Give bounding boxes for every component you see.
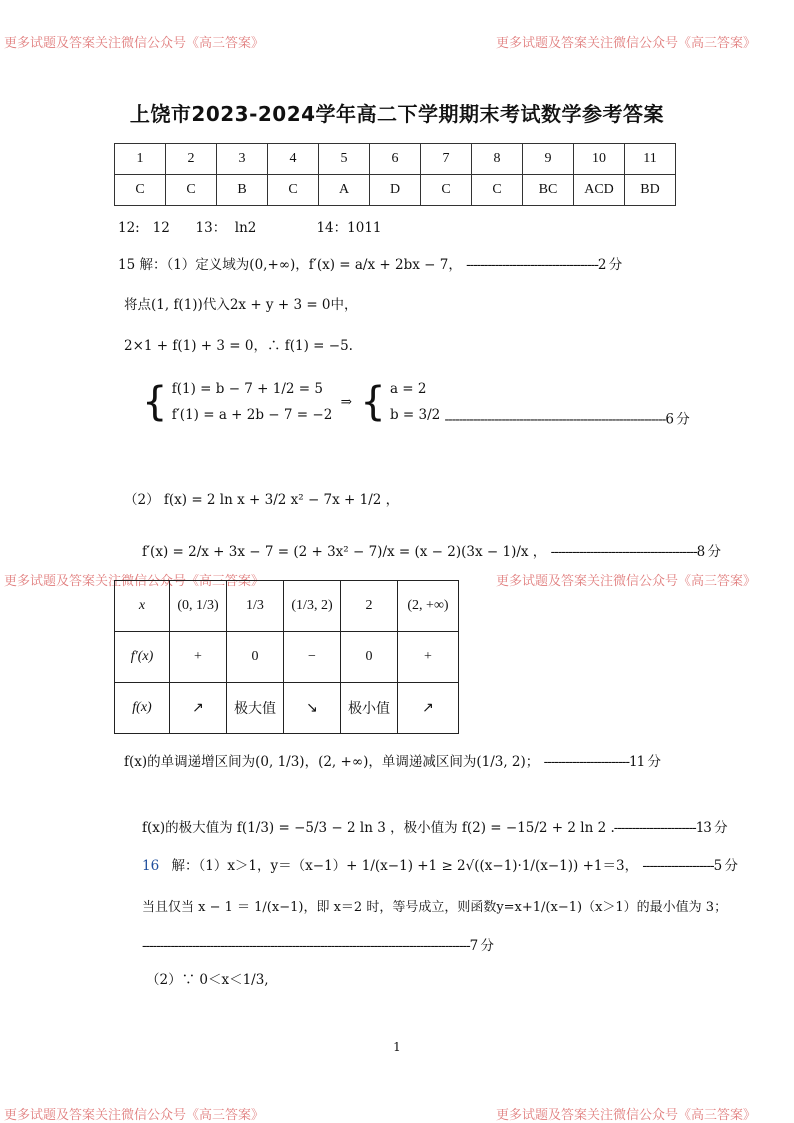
table-cell: 极小值 (341, 683, 398, 734)
answer-number: 10 (574, 144, 625, 175)
table-cell: 2 (341, 581, 398, 632)
fill-in-answers: 12: 12 13： ln2 14：1011 (118, 220, 382, 236)
page-number: 1 (393, 1040, 401, 1054)
decreasing-arrow-icon: ↘ (284, 683, 341, 734)
watermark-bottom-left: 更多试题及答案关注微信公众号《高三答案》 (4, 1108, 265, 1123)
q15-result-b: b = 3/2 (389, 407, 441, 423)
q15-monotonic-intervals: f(x)的单调递增区间为(0, 1/3)，(2, +∞)，单调递减区间为(1/3, 2)； (124, 754, 540, 770)
table-row (115, 581, 459, 632)
table-row (115, 632, 459, 683)
answer-number: 8 (472, 144, 523, 175)
q15-monotonic-line (124, 750, 660, 770)
table-cell: (1/3, 2) (284, 581, 341, 632)
q16-inequality: 解：（1）x＞1，y＝（x−1）+ 1/(x−1) +1 ≥ 2√((x−1)·1/(x−1)) +1＝3， (171, 858, 639, 874)
watermark-mid-left: 更多试题及答案关注微信公众号《高三答案》 (4, 574, 265, 589)
q15-system-eq2: f′(1) = a + 2b − 7 = −2 (171, 407, 333, 423)
table-cell: 0 (227, 632, 284, 683)
q15-line-2: 将点(1, f(1))代入2x + y + 3 = 0中， (124, 297, 358, 313)
watermark-top-left: 更多试题及答案关注微信公众号《高三答案》 (4, 36, 265, 51)
table-cell: + (170, 632, 227, 683)
answer-number: 2 (166, 144, 217, 175)
watermark-mid-right: 更多试题及答案关注微信公众号《高三答案》 (496, 574, 757, 589)
answer-number: 6 (370, 144, 421, 175)
table-cell: 极大值 (227, 683, 284, 734)
q15-score-13: .-----------------------13 分 (610, 820, 727, 836)
q15-score-8: -----------------------------------------8 分 (550, 544, 721, 560)
table-cell: f(x) (115, 683, 170, 734)
table-cell: x (115, 581, 170, 632)
answer-value: BC (523, 175, 574, 206)
q15-score-11: ------------------------11 分 (543, 754, 661, 770)
q16-line-3 (142, 934, 493, 954)
answer-table (114, 143, 676, 206)
table-cell: (2, +∞) (398, 581, 459, 632)
answer-number: 7 (421, 144, 472, 175)
q15-extreme-line (142, 816, 727, 836)
q15-score-2: -------------------------------------2 分 (466, 257, 622, 273)
q16-part2: （2）∵ 0＜x＜1/3, (146, 972, 269, 988)
q16-line-1 (142, 854, 737, 874)
q15-score-6: --------------------------------------------------------------6 分 (444, 411, 689, 428)
monotonicity-table (114, 580, 459, 734)
q16-number: 16 (142, 858, 160, 874)
answer-value: C (166, 175, 217, 206)
answer-value: BD (625, 175, 676, 206)
q15-line-1 (118, 253, 621, 273)
table-row (115, 683, 459, 734)
q15-part2-derivative-line (142, 540, 720, 560)
answer-numbers-row (115, 144, 676, 175)
q15-system (142, 376, 689, 428)
answer-number: 4 (268, 144, 319, 175)
q16-score-5: --------------------5 分 (642, 858, 737, 874)
left-brace-icon: { (360, 379, 386, 425)
answer-value: D (370, 175, 421, 206)
table-cell: (0, 1/3) (170, 581, 227, 632)
q15-part2-derivative: f′(x) = 2/x + 3x − 7 = (2 + 3x² − 7)/x = (x − 2)(3x − 1)/x ， (142, 544, 547, 560)
watermark-top-right: 更多试题及答案关注微信公众号《高三答案》 (496, 36, 757, 51)
page-title: 上饶市2023-2024学年高二下学期期末考试数学参考答案 (129, 102, 665, 126)
answer-number: 3 (217, 144, 268, 175)
table-cell: + (398, 632, 459, 683)
answer-value: ACD (574, 175, 625, 206)
q15-part2-function: （2） f(x) = 2 ln x + 3/2 x² − 7x + 1/2 ， (124, 492, 400, 508)
answer-number: 11 (625, 144, 676, 175)
answer-number: 5 (319, 144, 370, 175)
left-brace-icon: { (142, 379, 168, 425)
answer-number: 1 (115, 144, 166, 175)
table-cell: 0 (341, 632, 398, 683)
answer-value: C (421, 175, 472, 206)
increasing-arrow-icon: ↗ (398, 683, 459, 734)
answer-value: C (268, 175, 319, 206)
q15-extreme-values: f(x)的极大值为 f(1/3) = −5/3 − 2 ln 3 ，极小值为 f(2) = −15/2 + 2 ln 2 (142, 820, 607, 836)
q15-result-a: a = 2 (389, 381, 427, 397)
answer-number: 9 (523, 144, 574, 175)
q16-line-2: 当且仅当 x − 1 ＝ 1/(x−1)，即 x＝2 时，等号成立，则函数y=x+1/(x−1)（x＞1）的最小值为 3； (142, 900, 728, 915)
answer-values-row (115, 175, 676, 206)
watermark-bottom-right: 更多试题及答案关注微信公众号《高三答案》 (496, 1108, 757, 1123)
table-cell: f′(x) (115, 632, 170, 683)
implies-icon: ⇒ (340, 394, 352, 410)
q15-domain-derivative: 15 解：（1）定义域为(0,+∞)，f′(x) = a/x + 2bx − 7， (118, 257, 462, 273)
answer-value: C (472, 175, 523, 206)
answer-value: C (115, 175, 166, 206)
answer-value: B (217, 175, 268, 206)
table-cell: 1/3 (227, 581, 284, 632)
increasing-arrow-icon: ↗ (170, 683, 227, 734)
q15-line-3: 2×1 + f(1) + 3 = 0，∴ f(1) = −5. (124, 338, 353, 354)
q16-score-7: --------------------------------------------------------------------------------------------7 分 (142, 938, 494, 954)
q15-system-eq1: f(1) = b − 7 + 1/2 = 5 (171, 381, 323, 397)
table-cell: − (284, 632, 341, 683)
answer-value: A (319, 175, 370, 206)
